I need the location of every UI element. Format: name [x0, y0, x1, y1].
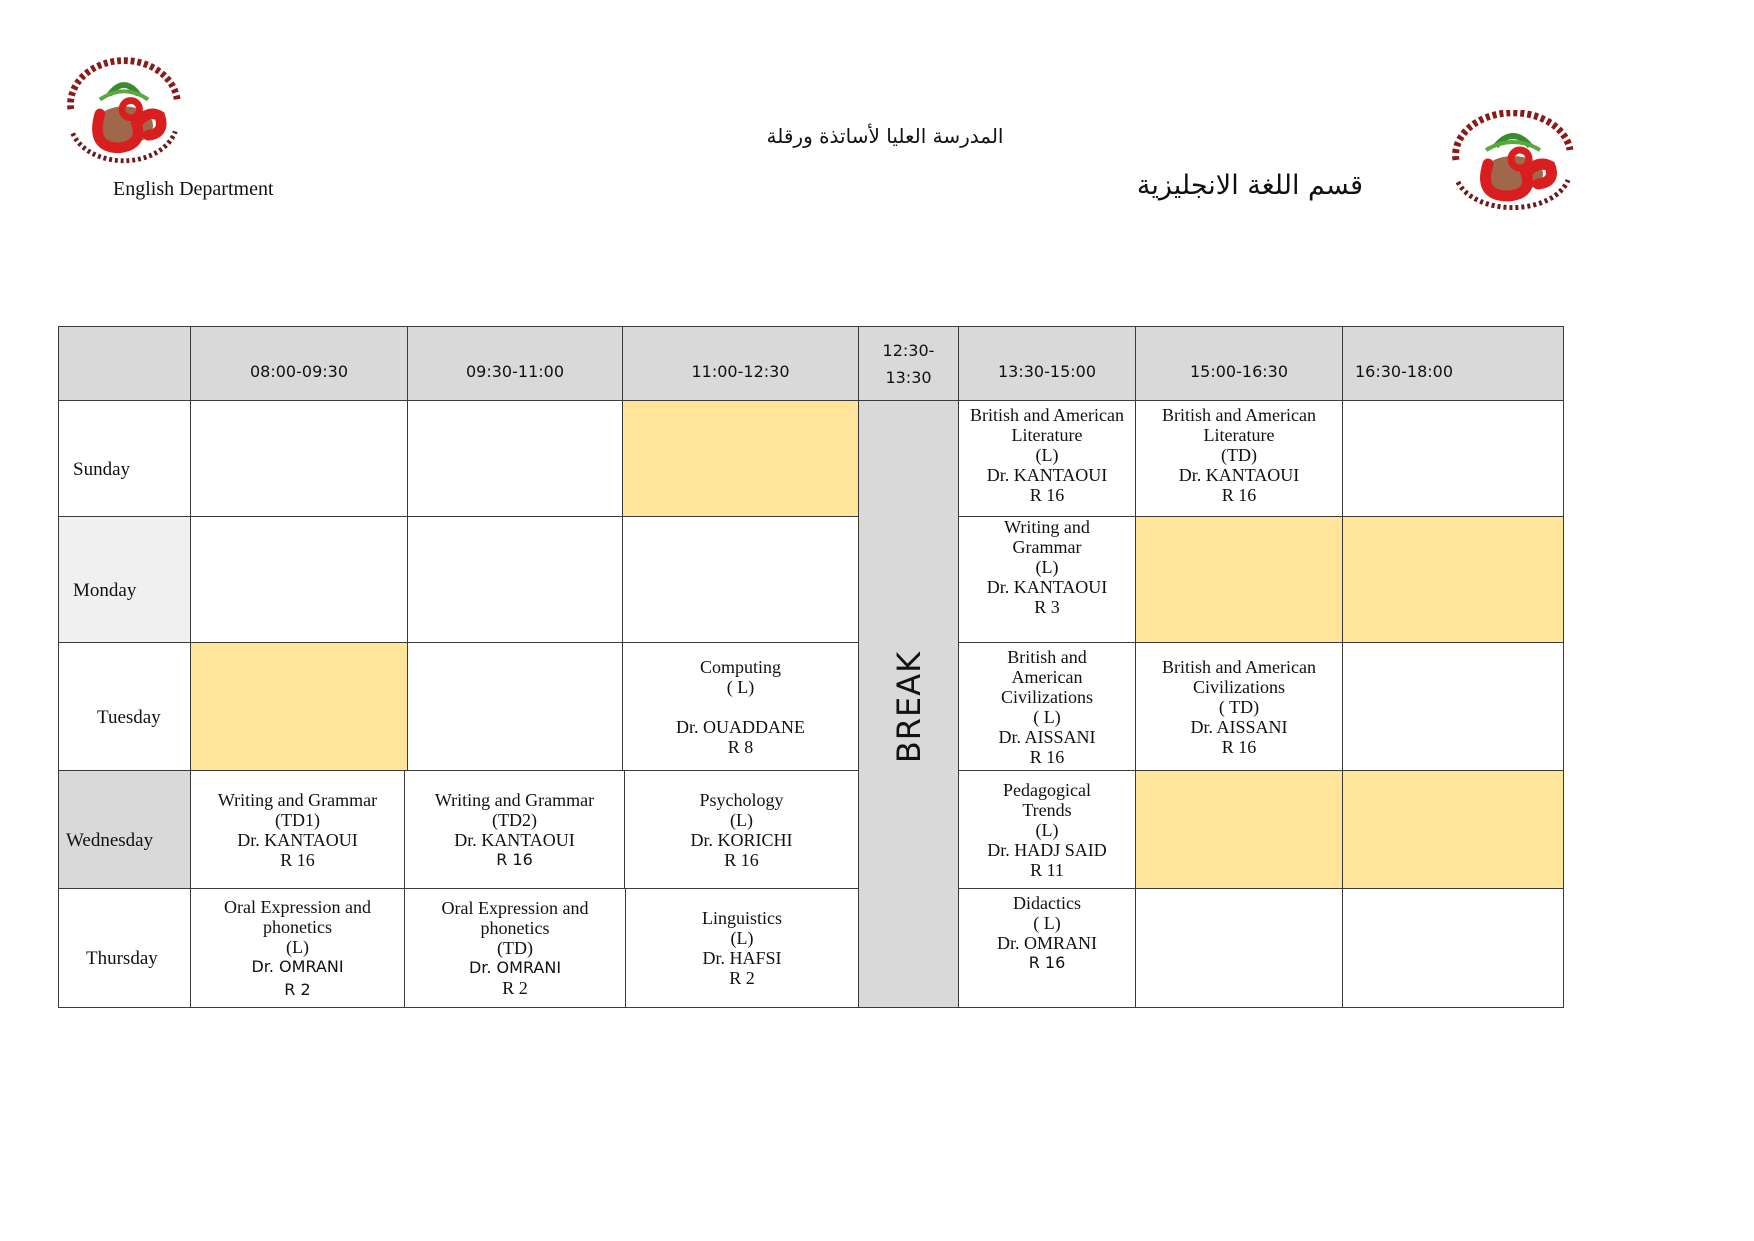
slot-monday-1100[interactable] — [622, 516, 859, 643]
slot-tuesday-1330[interactable]: British and American Civilizations ( L) Dr. AISSANI R 16 — [958, 642, 1136, 771]
day-label-thursday: Thursday — [58, 888, 191, 1008]
slot-wednesday-1630[interactable] — [1342, 770, 1564, 889]
slot-thursday-1100[interactable]: Linguistics (L) Dr. HAFSI R 2 — [625, 888, 859, 1008]
header-slot-0930: 09:30-11:00 — [407, 326, 623, 401]
slot-sunday-1630[interactable] — [1342, 400, 1564, 517]
header-corner — [58, 326, 191, 401]
slot-tuesday-1630[interactable] — [1342, 642, 1564, 771]
header-slot-1500: 15:00-16:30 — [1135, 326, 1343, 401]
slot-monday-0800[interactable] — [190, 516, 408, 643]
slot-monday-1330[interactable]: Writing and Grammar (L) Dr. KANTAOUI R 3 — [958, 516, 1136, 643]
slot-monday-1630[interactable] — [1342, 516, 1564, 643]
break-label: BREAK — [890, 650, 928, 764]
slot-thursday-0930[interactable]: Oral Expression and phonetics (TD) Dr. OMRANI R 2 — [404, 888, 626, 1008]
slot-sunday-1500[interactable]: British and American Literature (TD) Dr. KANTAOUI R 16 — [1135, 400, 1343, 517]
slot-wednesday-1500[interactable] — [1135, 770, 1343, 889]
header-slot-0800: 08:00-09:30 — [190, 326, 408, 401]
slot-tuesday-0930[interactable] — [407, 642, 623, 771]
day-label-wednesday: Wednesday — [58, 770, 191, 889]
school-name-arabic: المدرسة العليا لأساتذة ورقلة — [766, 124, 1004, 148]
slot-sunday-1330[interactable]: British and American Literature (L) Dr. KANTAOUI R 16 — [958, 400, 1136, 517]
header-slot-1100: 11:00-12:30 — [622, 326, 859, 401]
slot-monday-1500[interactable] — [1135, 516, 1343, 643]
slot-tuesday-0800[interactable] — [190, 642, 408, 771]
slot-monday-0930[interactable] — [407, 516, 623, 643]
slot-tuesday-1500[interactable]: British and American Civilizations ( TD) Dr. AISSANI R 16 — [1135, 642, 1343, 771]
slot-sunday-0930[interactable] — [407, 400, 623, 517]
slot-wednesday-1330[interactable]: Pedagogical Trends (L) Dr. HADJ SAID R 11 — [958, 770, 1136, 889]
slot-sunday-1100[interactable] — [622, 400, 859, 517]
department-name-arabic: قسم اللغة الانجليزية — [1136, 170, 1363, 201]
slot-tuesday-1100[interactable]: Computing ( L) Dr. OUADDANE R 8 — [622, 642, 859, 771]
slot-thursday-1630[interactable] — [1342, 888, 1564, 1008]
slot-sunday-0800[interactable] — [190, 400, 408, 517]
day-label-sunday: Sunday — [58, 400, 191, 517]
header-slot-1630: 16:30-18:00 — [1342, 326, 1564, 401]
day-label-tuesday: Tuesday — [58, 642, 191, 771]
header-slot-1330: 13:30-15:00 — [958, 326, 1136, 401]
day-label-monday: Monday — [58, 516, 191, 643]
slot-wednesday-0930[interactable]: Writing and Grammar (TD2) Dr. KANTAOUI R 16 — [404, 770, 625, 889]
slot-thursday-0800[interactable]: Oral Expression and phonetics (L) Dr. OMRANI R 2 — [190, 888, 405, 1008]
slot-thursday-1330[interactable]: Didactics ( L) Dr. OMRANI R 16 — [958, 888, 1136, 1008]
slot-wednesday-0800[interactable]: Writing and Grammar (TD1) Dr. KANTAOUI R 16 — [190, 770, 405, 889]
slot-thursday-1500[interactable] — [1135, 888, 1343, 1008]
english-department-label: English Department — [113, 178, 274, 200]
header-slot-break: 12:30- 13:30 — [858, 326, 959, 401]
slot-wednesday-1100[interactable]: Psychology (L) Dr. KORICHI R 16 — [624, 770, 859, 889]
